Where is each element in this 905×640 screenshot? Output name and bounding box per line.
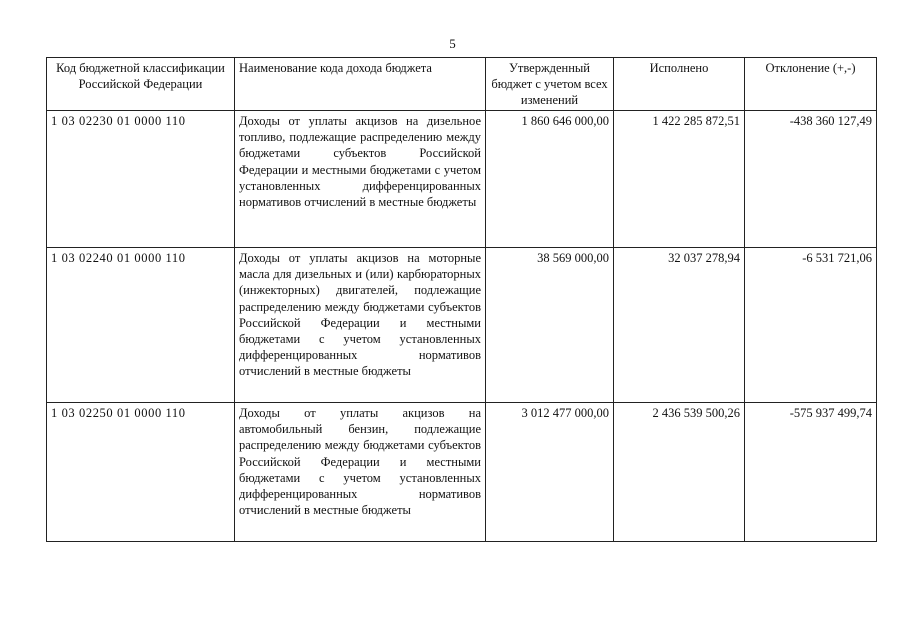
row-approved: 38 569 000,00 <box>486 248 614 403</box>
header-executed: Исполнено <box>614 58 745 111</box>
row-code: 1 03 02250 01 0000 110 <box>47 403 235 542</box>
row-executed: 32 037 278,94 <box>614 248 745 403</box>
header-deviation: Отклонение (+,-) <box>745 58 877 111</box>
row-deviation: -438 360 127,49 <box>745 111 877 248</box>
row-name: Доходы от уплаты акцизов на моторные масла для дизельных и (или) карбюраторных (инжекторных) двигателей, подлежащие распределению между бюджетами субъектов Российской Федерации и местными бюджетами с учетом установленных дифференцированных нормативов отчислений в местные бюджеты <box>235 248 486 403</box>
table-row <box>47 403 877 542</box>
row-code: 1 03 02240 01 0000 110 <box>47 248 235 403</box>
budget-revenue-table <box>46 57 877 542</box>
header-name: Наименование кода дохода бюджета <box>235 58 486 111</box>
row-executed: 2 436 539 500,26 <box>614 403 745 542</box>
row-name: Доходы от уплаты акцизов на автомобильный бензин, подлежащие распределению между бюджетами субъектов Российской Федерации и местными бюджетами с учетом установленных дифференцированных нормативов отчислений в местные бюджеты <box>235 403 486 542</box>
row-executed: 1 422 285 872,51 <box>614 111 745 248</box>
row-deviation: -575 937 499,74 <box>745 403 877 542</box>
row-code: 1 03 02230 01 0000 110 <box>47 111 235 248</box>
table-header-row <box>47 58 877 111</box>
row-deviation: -6 531 721,06 <box>745 248 877 403</box>
page-number: 5 <box>449 36 456 51</box>
header-code: Код бюджетной классификации Российской Федерации <box>47 58 235 111</box>
row-approved: 1 860 646 000,00 <box>486 111 614 248</box>
header-approved: Утвержденный бюджет с учетом всех изменений <box>486 58 614 111</box>
row-name: Доходы от уплаты акцизов на дизельное топливо, подлежащие распределению между бюджетами субъектов Российской Федерации и местными бюджетами с учетом установленных дифференцированных нормативов отчислений в местные бюджеты <box>235 111 486 248</box>
table-row <box>47 248 877 403</box>
table-row <box>47 111 877 248</box>
row-approved: 3 012 477 000,00 <box>486 403 614 542</box>
